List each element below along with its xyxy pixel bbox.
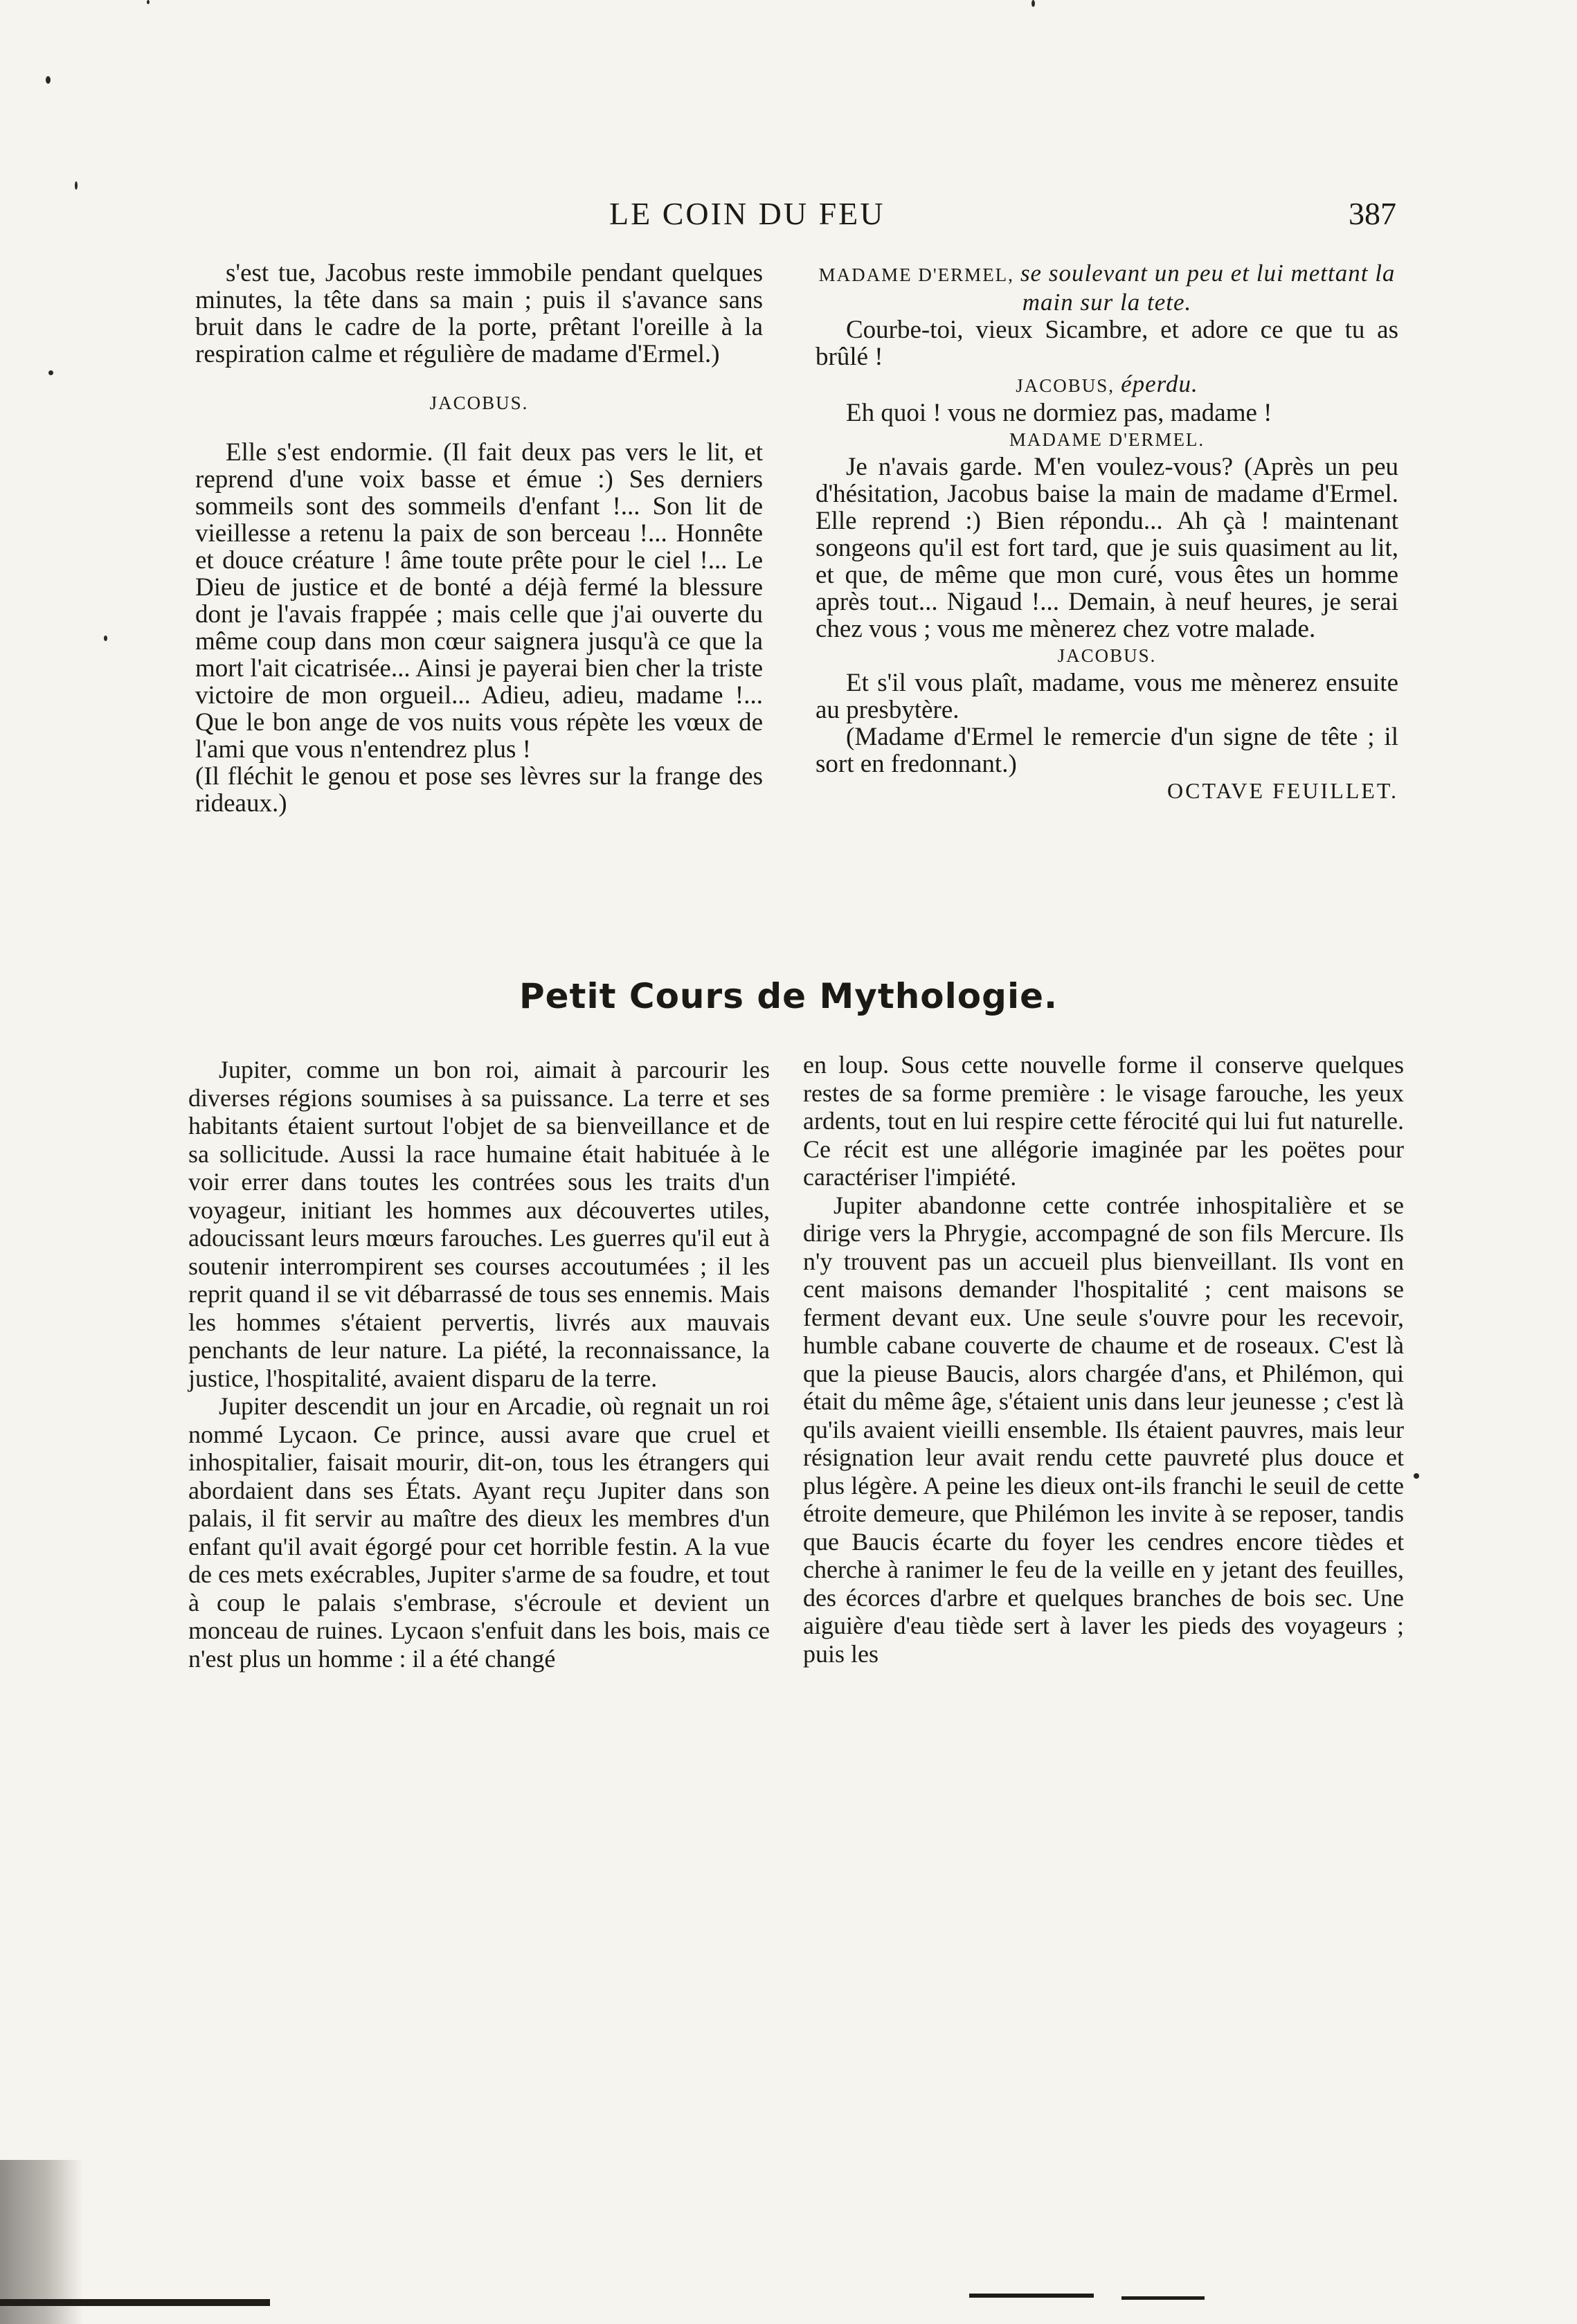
- play-right-column: [815, 260, 1398, 804]
- speaker-name: JACOBUS.: [1057, 645, 1157, 666]
- page-header: [0, 195, 1577, 237]
- ink-speck: [46, 76, 51, 84]
- speech-paragraph: Eh quoi ! vous ne dormiez pas, madame !: [846, 399, 1272, 427]
- article-left-column: [188, 1056, 770, 1673]
- speaker-name: MADAME D'ERMEL,: [818, 264, 1014, 285]
- ink-speck: [48, 370, 53, 375]
- author-signature: OCTAVE FEUILLET.: [1167, 778, 1398, 803]
- speaker-direction: éperdu.: [1121, 370, 1198, 397]
- article-paragraph: en loup. Sous cette nouvelle forme il conserve quelques restes de sa forme première : le visage farouche, les yeux ardents, tout en lui respire cette férocité qui lui fut naturelle. Ce récit est une allégorie imaginée par les poëtes pour caractériser l'impiété.: [803, 1051, 1404, 1191]
- speech-paragraph: Et s'il vous plaît, madame, vous me mènerez ensuite au presbytère.: [815, 669, 1398, 724]
- page-number: 387: [1349, 196, 1396, 231]
- ink-speck: [1031, 0, 1035, 7]
- ink-speck: [75, 181, 78, 190]
- article-right-column: [803, 1051, 1404, 1668]
- ink-speck: [147, 0, 150, 4]
- speaker-name: JACOBUS.: [429, 393, 529, 413]
- running-title: LE COIN DU FEU: [609, 196, 885, 231]
- opening-stage-direction: s'est tue, Jacobus reste immobile pendant quelques minutes, la tête dans sa main ; puis il s'avance sans bruit dans le cadre de la porte, prêtant l'oreille à la respiration calme et régulière de madame d'Ermel.): [195, 259, 763, 368]
- ink-speck: [104, 636, 107, 641]
- speaker-name: MADAME D'ERMEL.: [1009, 429, 1205, 450]
- speech-paragraph: Elle s'est endormie. (Il fait deux pas vers le lit, et reprend d'une voix basse et émue :) Ses derniers sommeils sont des sommeils d'enfant !... Son lit de vieillesse a retenu la paix de son berceau !... Honnête et douce créature ! âme toute prête pour le ciel !... Le Dieu de justice et de bonté a déjà fermé la blessure dont je l'avais frappée ; mais celle que j'ai ouverte du même coup dans mon cœur saignera jusqu'à ce que la mort l'ait cicatrisée... Ainsi je payerai bien cher la triste victoire de mon orgueil... Adieu, adieu, madame !... Que le bon ange de vos nuits vous répète les vœux de l'ami que vous n'entendrez plus !: [195, 438, 763, 764]
- speaker-heading: [815, 260, 1398, 316]
- spacer: [195, 368, 763, 390]
- speaker-name: JACOBUS,: [1016, 375, 1115, 396]
- speaker-heading: [815, 370, 1398, 399]
- stage-direction: (Il fléchit le genou et pose ses lèvres sur la frange des rideaux.): [195, 762, 763, 818]
- article-paragraph: Jupiter abandonne cette contrée inhospitalière et se dirige vers la Phrygie, accompagné de son fils Mercure. Ils n'y trouvent pas un accueil plus bienveillant. Ils vont en cent maisons demander l'hospitalité ; cent maisons se ferment devant eux. Une seule s'ouvre pour les recevoir, humble cabane couverte de chaume et de roseaux. C'est là que la pieuse Baucis, alors chargée d'ans, et Philémon, qui était du même âge, s'étaient unis dans leur jeunesse ; c'est là qu'ils avaient vieilli ensemble. Ils étaient pauvres, mais leur résignation leur avait rendu cette pauvreté plus douce et plus légère. A peine les dieux ont-ils franchi le seuil de cette étroite demeure, que Philémon les invite à se reposer, tandis que Baucis écarte du foyer les cendres encore tièdes et cherche à ranimer le feu de la veille en y jetant des feuilles, des écorces d'arbre et quelques branches de bois sec. Une aiguière d'eau tiède sert à laver les pieds des voyageurs ; puis les: [803, 1191, 1404, 1668]
- spacer: [195, 417, 763, 439]
- ink-speck: [1414, 1473, 1419, 1479]
- ink-smudge: [0, 2299, 270, 2306]
- ink-smudge: [1121, 2296, 1205, 2300]
- article-paragraph: Jupiter, comme un bon roi, aimait à parcourir les diverses régions soumises à sa puissance. La terre et ses habitants étaient surtout l'objet de sa bienveillance et de sa sollicitude. Aussi la race humaine était habituée à le voir errer dans toutes les contrées sous les traits d'un voyageur, initiant les hommes aux découvertes utiles, adoucissant leurs mœurs farouches. Les guerres qu'il eut à soutenir interrompirent ses courses accoutumées ; il les reprit quand il se vit débarrassé de tous ses ennemis. Mais les hommes s'étaient pervertis, livrés aux mauvais penchants de leur nature. La piété, la reconnaissance, la justice, l'hospitalité, avaient disparu de la terre.: [188, 1056, 770, 1392]
- speech-paragraph: Courbe-toi, vieux Sicambre, et adore ce que tu as brûlé !: [815, 316, 1398, 371]
- scan-bottom-edge: [0, 2276, 1577, 2324]
- article-title: Petit Cours de Mythologie.: [519, 976, 1058, 1016]
- play-left-column: [195, 260, 763, 817]
- ink-smudge: [969, 2294, 1094, 2298]
- speech-paragraph: Je n'avais garde. M'en voulez-vous? (Après un peu d'hésitation, Jacobus baise la main de madame d'Ermel. Elle reprend :) Bien répondu... Ah çà ! maintenant songeons qu'il est fort tard, que je suis quasiment au lit, et que, de même que mon curé, vous êtes un homme après tout... Nigaud !... Demain, à neuf heures, je serai chez vous ; vous me mènerez chez votre malade.: [815, 453, 1398, 643]
- speaker-direction: se soulevant un peu et lui mettant la main sur la tete.: [1020, 260, 1396, 316]
- article-paragraph: Jupiter descendit un jour en Arcadie, où regnait un roi nommé Lycaon. Ce prince, aussi avare que cruel et inhospitalier, faisait mourir, dit-on, tous les étrangers qui abordaient dans ses États. Ayant reçu Jupiter dans son palais, il fit servir au maître des dieux les membres d'un enfant qu'il avait égorgé pour cet horrible festin. A la vue de ces mets exécrables, Jupiter s'arme de sa foudre, et tout à coup le palais s'embrase, s'écroule et devient un monceau de ruines. Lycaon s'enfuit dans les bois, mais ce n'est plus un homme : il a été changé: [188, 1392, 770, 1673]
- stage-direction: (Madame d'Ermel le remercie d'un signe de tête ; il sort en fredonnant.): [815, 723, 1398, 778]
